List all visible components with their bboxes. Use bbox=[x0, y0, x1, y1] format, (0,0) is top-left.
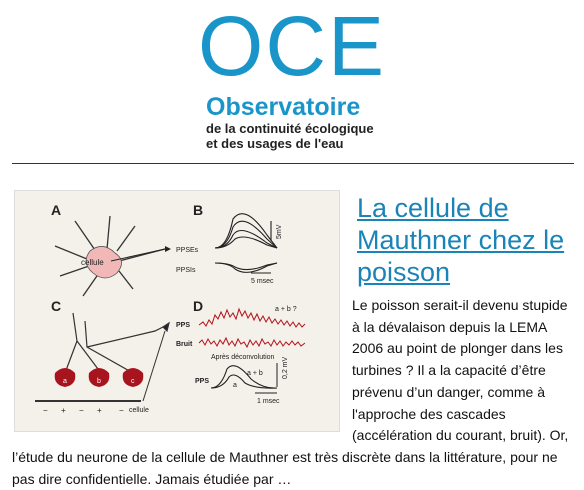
logo-acronym[interactable]: OCE bbox=[197, 0, 387, 93]
mv02-label: 0,2 mV bbox=[282, 356, 289, 379]
ab-question-label: a + b ? bbox=[275, 306, 297, 313]
article-excerpt: Le poisson serait-il devenu stupide à la dévalaison depuis la LEMA 2006 au point de plonger dans les turbines ? Il a la capacité d’être prévenu d’un danger, comme à l'approche des cascades (accélération du courant, bruit). Or, l’étude du neurone de la cellule de Mauthner est très discrète dans la littérature, pour ne pas dire confidentielle. Jamais étudiée par … bbox=[12, 297, 569, 487]
apres-label: Après déconvolution bbox=[211, 354, 275, 361]
logo-subtitle-line1: de la continuité écologique bbox=[206, 121, 374, 136]
psp-traces bbox=[215, 214, 277, 273]
neuron-cell-drawing bbox=[55, 216, 171, 296]
panel-a-label: A bbox=[51, 202, 62, 218]
site-header bbox=[0, 0, 584, 160]
panel-c-label: C bbox=[51, 298, 62, 314]
article-title[interactable]: La cellule de Mauthner chez le poisson bbox=[357, 193, 565, 287]
pps-label: PPS bbox=[176, 322, 191, 329]
plus-2: + bbox=[97, 406, 102, 415]
minus-3: − bbox=[119, 406, 124, 415]
a-label: a bbox=[233, 382, 237, 389]
image-float-spacer bbox=[0, 295, 352, 430]
bruit-label: Bruit bbox=[176, 341, 193, 348]
syn-c-label: c bbox=[131, 378, 135, 385]
cellule-label: cellule bbox=[81, 258, 104, 267]
mv5-label: 5mV bbox=[276, 224, 283, 239]
syn-a-label: a bbox=[63, 378, 67, 385]
minus-1: − bbox=[43, 406, 48, 415]
logo-subtitle-line2: et des usages de l'eau bbox=[206, 136, 344, 151]
logo-name[interactable]: Observatoire bbox=[206, 93, 361, 121]
cellule-label-c: cellule bbox=[129, 407, 149, 414]
pps-label-2: PPS bbox=[195, 378, 210, 385]
logo-subtitle bbox=[206, 121, 374, 151]
ppses-label: PPSEs bbox=[176, 247, 199, 254]
header-divider bbox=[12, 163, 574, 164]
panel-b-label: B bbox=[193, 202, 204, 218]
ab-label: a + b bbox=[247, 370, 263, 377]
panel-d-label: D bbox=[193, 298, 204, 314]
ppsis-label: PPSIs bbox=[176, 267, 196, 274]
minus-2: − bbox=[79, 406, 84, 415]
plus-1: + bbox=[61, 406, 66, 415]
msec5-label: 5 msec bbox=[251, 278, 274, 285]
article-excerpt-block bbox=[0, 295, 572, 487]
msec1-label: 1 msec bbox=[257, 398, 280, 405]
syn-b-label: b bbox=[97, 378, 101, 385]
